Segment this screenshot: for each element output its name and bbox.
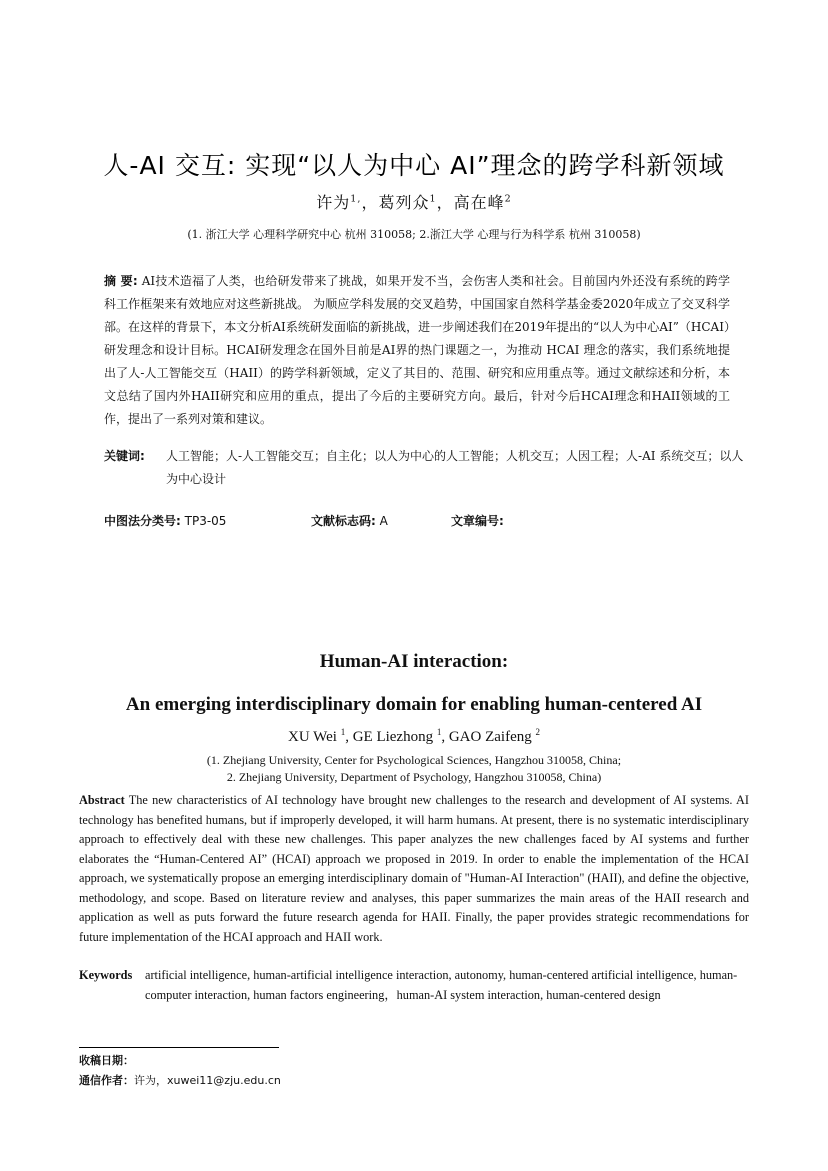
keywords-text: artificial intelligence, human-artificial intelligence interaction, autonomy, human-centered artificial intelligence, human-computer interaction, human factors engineering，human-AI system interaction, human-centered design: [145, 968, 738, 1002]
abstract-label: 摘 要:: [104, 274, 138, 288]
keywords-label: Keywords: [79, 968, 133, 982]
document-code-value: A: [379, 514, 388, 528]
author-affiliation-mark: 2: [504, 193, 512, 205]
abstract-label: Abstract: [79, 793, 125, 807]
author-affiliation-mark: 1: [436, 727, 442, 737]
affiliation-line: 2. Zhejiang University, Department of Psychology, Hangzhou 310058, China): [226, 770, 602, 784]
chinese-affiliation: (1. 浙江大学 心理科学研究中心 杭州 310058; 2.浙江大学 心理与行为科学系 杭州 310058): [187, 228, 641, 241]
clc-number: [104, 512, 226, 529]
english-title-line-2: An emerging interdisciplinary domain for enabling human-centered AI: [125, 694, 703, 715]
document-code: [311, 512, 388, 529]
corresponding-author: [79, 1072, 281, 1088]
author-name: 葛列众: [378, 193, 430, 212]
chinese-keywords: [104, 445, 754, 491]
article-number-label: 文章编号:: [451, 514, 504, 528]
keywords-label: 关键词:: [104, 449, 145, 463]
author-name: GAO Zaifeng: [448, 729, 532, 745]
keywords-text: 人工智能；人-人工智能交互；自主化；以人为中心的人工智能；人机交互；人因工程；人-AI 系统交互；以人为中心设计: [166, 449, 744, 486]
author-affiliation-mark: 2: [535, 727, 540, 737]
author-name: XU Wei: [288, 729, 337, 745]
corresponding-label: 通信作者：: [79, 1074, 134, 1087]
author-affiliation-mark: 1,: [350, 193, 362, 205]
footnote-divider: [79, 1047, 279, 1048]
english-keywords: [79, 966, 749, 1005]
chinese-abstract: [104, 270, 730, 431]
author-affiliation-mark: 1: [429, 193, 437, 205]
abstract-text: AI技术造福了人类，也给研发带来了挑战，如果开发不当，会伤害人类和社会。目前国内外还没有系统的跨学科工作框架来有效地应对这些新挑战。 为顺应学科发展的交叉趋势，中国国家自然科学基金委2020年成立了交叉科学部。在这样的背景下，本文分析AI系统研发面临的新挑战，进一步阐述我们在2019年提出的“以人为中心AI”（HCAI）研发理念和设计目标。HCAI研发理念在国外目前是AI界的热门课题之一，为推动 HCAI 理念的落实，我们系统地提出了人-人工智能交互（HAII）的跨学科新领域，定义了其目的、范围、研究和应用重点等。通过文献综述和分析，本文总结了国内外HAII研究和应用的重点，提出了今后的主要研究方向。最后，针对今后HCAI理念和HAII领域的工作，提出了一系列对策和建议。: [104, 274, 730, 426]
clc-label: 中图法分类号:: [104, 514, 181, 528]
clc-value: TP3-05: [184, 514, 227, 528]
english-abstract: [79, 791, 749, 947]
author-name: GE Liezhong: [352, 729, 434, 745]
document-code-label: 文献标志码:: [311, 514, 376, 528]
corresponding-value: 许为，xuwei11@zju.edu.cn: [134, 1074, 281, 1087]
abstract-text: The new characteristics of AI technology have brought new challenges to the research and development of AI systems. AI technology has benefited humans, but if improperly developed, it will harm humans. At present, there is no systematic interdisciplinary approach to effectively deal with these new challenges. This paper analyzes the new challenges faced by AI systems and further elaborates the “Human-Centered AI” (HCAI) approach we proposed in 2019. In order to enable the implementation of the HCAI approach, we systematically propose an emerging interdisciplinary domain of "Human-AI Interaction" (HAII), and define the objective, methodology, and scope. Based on literature review and analyses, this paper summarizes the main areas of the HAII research and application as well as puts forward the future research agenda for HAII. Finally, the paper provides strategic recommendations for future implementation of the HCAI approach and HAII work.: [79, 793, 749, 944]
received-label: 收稿日期：: [79, 1054, 134, 1067]
author-name: 高在峰: [453, 193, 505, 212]
author-affiliation-mark: 1: [340, 727, 346, 737]
author-name: 许为: [316, 193, 351, 212]
english-authors: XU Wei $^1$, GE Liezhong $^1$, GAO Zaifeng $^2$: [288, 727, 540, 745]
chinese-title: 人-AI 交互: 实现“以人为中心 AI”理念的跨学科新领域: [103, 151, 725, 180]
english-affiliation: [0, 752, 828, 786]
article-number: [451, 512, 504, 529]
chinese-authors: 许为$^{1,}$，葛列众$^1$，高在峰$^2$: [316, 193, 512, 212]
english-title-line-1: Human-AI interaction:: [319, 651, 509, 672]
affiliation-line: (1. Zhejiang University, Center for Psychological Sciences, Hangzhou 310058, China;: [206, 753, 622, 767]
received-date: [79, 1052, 134, 1068]
